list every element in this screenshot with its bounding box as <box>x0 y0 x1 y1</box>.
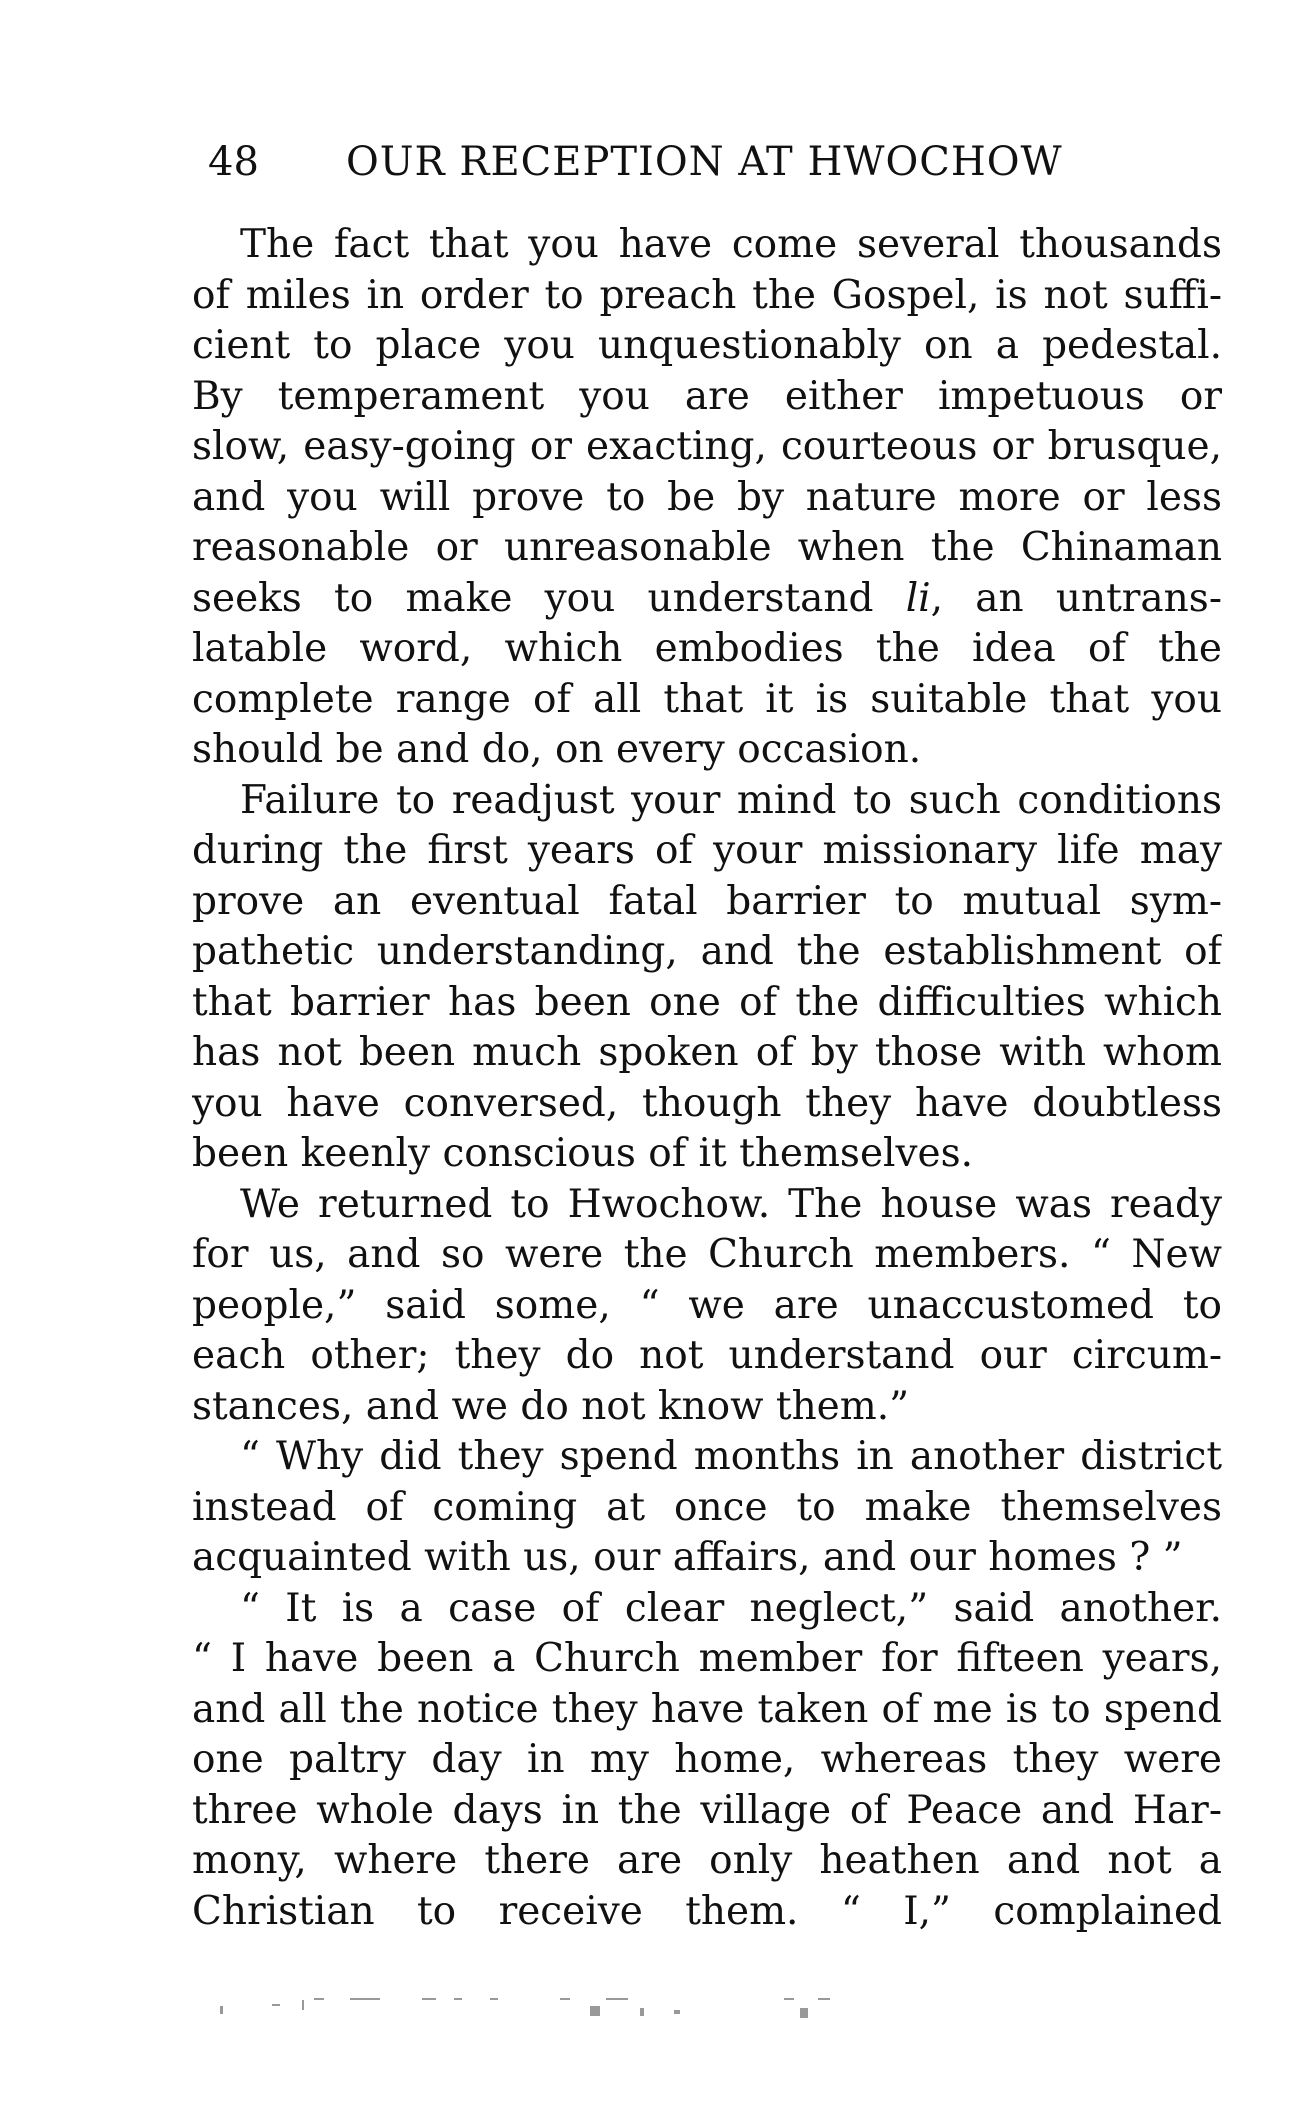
text-line: “ It is a case of clear neglect,” said another. <box>240 1585 1222 1631</box>
text-line: people,” said some, “ we are unaccustomed to <box>192 1282 1222 1328</box>
text-line: acquainted with us, our affairs, and our homes ? ” <box>192 1535 1183 1580</box>
text-line: should be and do, on every occasion. <box>192 727 922 772</box>
text-line: of miles in order to preach the Gospel, is not suffi- <box>192 272 1222 318</box>
text-line: instead of coming at once to make themselves <box>192 1484 1222 1530</box>
text-line: cient to place you unquestionably on a pedestal. <box>192 323 1222 368</box>
text-line: Christian to receive them. “ I,” complained <box>192 1888 1222 1934</box>
text-line: each other; they do not understand our circum- <box>192 1333 1222 1378</box>
text-line: “ I have been a Church member for fifteen years, <box>192 1636 1222 1681</box>
text-line: pathetic understanding, and the establishment of <box>192 929 1222 974</box>
text-line: prove an eventual fatal barrier to mutual sym- <box>192 878 1222 924</box>
text-line: reasonable or unreasonable when the Chinaman <box>192 525 1222 570</box>
text-line: mony, where there are only heathen and not a <box>192 1838 1222 1883</box>
text-line: and you will prove to be by nature more or less <box>192 474 1222 520</box>
italic-term: li <box>905 575 931 621</box>
text-line: been keenly conscious of it themselves. <box>192 1131 974 1176</box>
text-line: during the first years of your missionary life may <box>192 828 1222 873</box>
text-line: for us, and so were the Church members. “ New <box>192 1232 1222 1277</box>
text-line: you have conversed, though they have doubtless <box>192 1080 1222 1126</box>
text-line: We returned to Hwochow. The house was ready <box>240 1181 1222 1227</box>
text-line: By temperament you are either impetuous or <box>192 373 1222 419</box>
page-header <box>208 132 1108 192</box>
print-artifacts <box>210 1992 1080 2022</box>
text-line: one paltry day in my home, whereas they were <box>192 1737 1222 1782</box>
text-line: has not been much spoken of by those with whom <box>192 1030 1222 1075</box>
page-number: 48 <box>208 139 259 185</box>
running-title: OUR RECEPTION AT HWOCHOW <box>346 139 1063 185</box>
text-line: “ Why did they spend months in another district <box>240 1434 1222 1479</box>
text-line: stances, and we do not know them.” <box>192 1383 910 1429</box>
text-line: Failure to readjust your mind to such conditions <box>240 777 1222 823</box>
text-line: and all the notice they have taken of me is to spend <box>192 1686 1222 1732</box>
text-line: three whole days in the village of Peace and Har- <box>192 1787 1222 1833</box>
text-line: complete range of all that it is suitable that you <box>192 676 1222 722</box>
text-line: slow, easy-going or exacting, courteous or brusque, <box>192 424 1222 469</box>
text-line: The fact that you have come several thousands <box>240 222 1222 267</box>
body-text <box>192 220 1222 1937</box>
text-line: that barrier has been one of the difficulties which <box>192 979 1222 1025</box>
text-line: latable word, which embodies the idea of the <box>192 626 1222 671</box>
text-line: seeks to make you understand li, an untrans- <box>192 575 1222 621</box>
